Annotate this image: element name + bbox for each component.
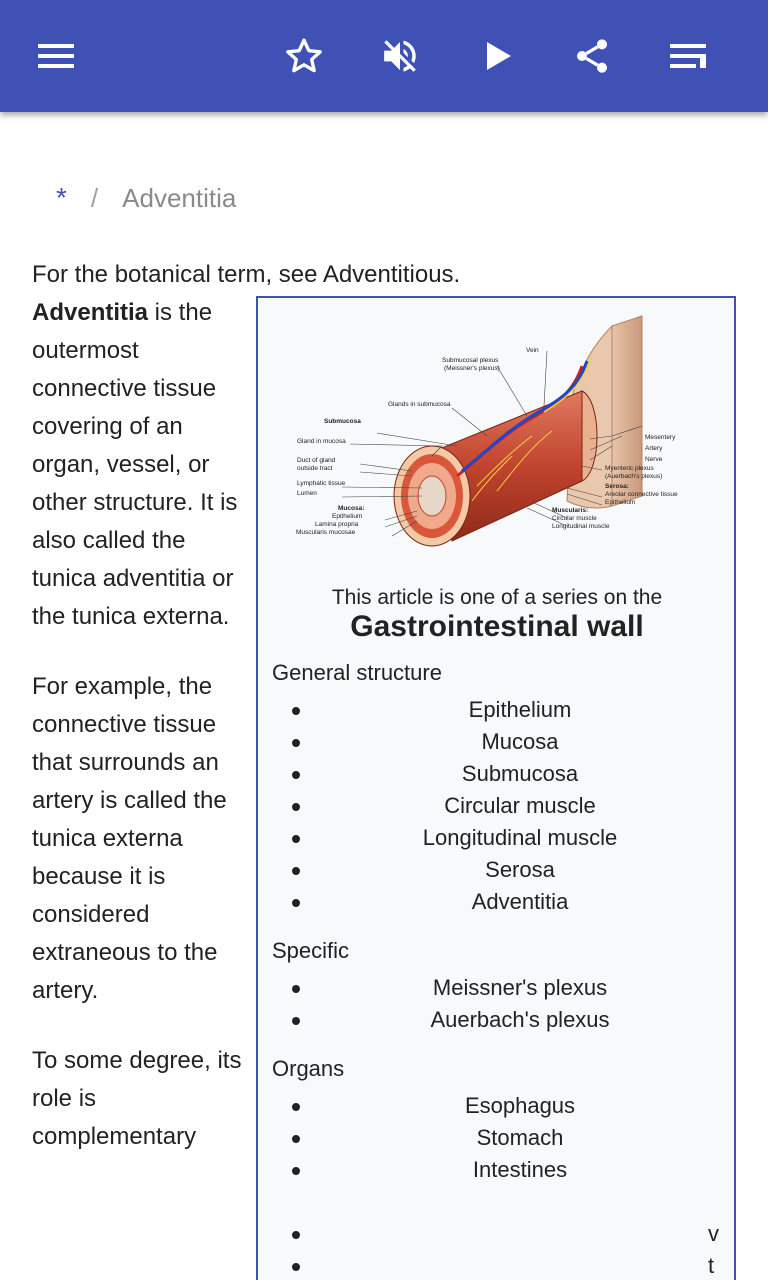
list-item[interactable] [258, 1004, 736, 1036]
list-item-link[interactable]: Mucosa [481, 729, 559, 754]
article-paragraph-text: is the outermost connective tissue covering of an organ, vessel, or other structure. It is also called the tunica adventitia or the tunica externa. [32, 299, 238, 630]
infobox [256, 296, 736, 1280]
diagram-label: Lamina propria [315, 521, 359, 528]
diagram-label: Myenteric plexus [605, 465, 654, 472]
mute-button[interactable] [368, 24, 432, 88]
diagram-label: Circular muscle [552, 515, 597, 522]
favorite-button[interactable] [272, 24, 336, 88]
diagram-label: Mesentery [645, 434, 676, 441]
diagram-label: Submucosa [324, 418, 361, 425]
list-item-link[interactable]: Intestines [472, 1157, 568, 1182]
article-paragraph [32, 294, 244, 636]
play-button[interactable] [466, 24, 530, 88]
list-item-link[interactable]: Stomach [476, 1125, 564, 1150]
bullet [292, 1103, 300, 1111]
list-item-link[interactable]: Esophagus [464, 1093, 576, 1118]
diagram-label: outside tract [297, 465, 333, 472]
diagram-label: Lymphatic tissue [297, 480, 346, 487]
menu-button[interactable] [24, 24, 88, 88]
diagram-label: Muscularis: [552, 507, 589, 514]
navbox-item[interactable] [258, 1218, 736, 1250]
list-item[interactable] [258, 758, 736, 790]
bullet [292, 803, 300, 811]
bullet [292, 739, 300, 747]
group-heading-organs: Organs [272, 1056, 345, 1081]
list-item[interactable] [258, 726, 736, 758]
playlist-icon [668, 42, 708, 70]
list-item-link[interactable]: Circular muscle [444, 793, 596, 818]
navbox-vte-links [708, 1218, 728, 1280]
bullet [292, 1263, 300, 1271]
menu-icon [36, 42, 76, 70]
list-item-link[interactable]: Meissner's plexus [432, 975, 608, 1000]
list-item[interactable] [258, 822, 736, 854]
diagram-label: Nerve [645, 456, 663, 463]
article-body [32, 294, 244, 1188]
article-paragraph: For example, the connective tissue that surrounds an artery is called the tunica externa because it is considered extraneous to the artery. [32, 673, 227, 1004]
breadcrumb-root-link[interactable]: * [56, 182, 67, 213]
breadcrumb-separator: / [90, 182, 99, 213]
playlist-button[interactable] [656, 24, 720, 88]
gastrointestinal-wall-diagram[interactable] [282, 306, 714, 556]
list-item[interactable] [258, 790, 736, 822]
vte-talk-link[interactable]: t [708, 1253, 715, 1278]
diagram-label: Artery [645, 445, 663, 452]
app-toolbar [0, 0, 768, 112]
article-term: Adventitia [32, 299, 149, 326]
breadcrumb [56, 178, 236, 218]
diagram-label: Duct of gland [297, 457, 336, 464]
diagram-label: Submucosal plexus [442, 357, 499, 364]
group-heading-specific: Specific [272, 938, 350, 963]
diagram-label: Glands in submucosa [388, 401, 451, 408]
series-note: This article is one of a series on the [331, 586, 663, 609]
diagram-label: Muscularis mucosae [296, 529, 356, 536]
hatnote[interactable]: For the botanical term, see Adventitious. [32, 261, 461, 288]
diagram-label: Lumen [297, 490, 317, 497]
bullet [292, 867, 300, 875]
list-item[interactable] [258, 1090, 736, 1122]
bullet [292, 1135, 300, 1143]
bullet [292, 771, 300, 779]
diagram-label: (Auerbach's plexus) [605, 473, 663, 480]
list-item [258, 886, 736, 918]
diagram-label: Longitudinal muscle [552, 523, 610, 530]
list-item-link[interactable]: Serosa [485, 857, 555, 882]
bullet [292, 1017, 300, 1025]
list-item-link[interactable]: Epithelium [468, 697, 572, 722]
diagram-label: (Meissner's plexus) [444, 365, 500, 372]
bullet [292, 835, 300, 843]
bullet [292, 985, 300, 993]
share-button[interactable] [560, 24, 624, 88]
navbox-item[interactable] [258, 1250, 736, 1280]
diagram-label: Areolar connective tissue [605, 491, 678, 498]
bullet [292, 707, 300, 715]
volume-off-icon [379, 35, 421, 77]
list-item-current: Adventitia [471, 889, 569, 914]
diagram-label: Mucosa: [338, 505, 365, 512]
list-item-link[interactable]: Submucosa [461, 761, 579, 786]
list-item[interactable] [258, 1154, 736, 1186]
diagram-label: Epithelium [332, 513, 363, 520]
diagram-label: Epithelium [605, 499, 636, 506]
series-title[interactable]: Gastrointestinal wall [350, 610, 644, 643]
list-item-link[interactable]: Longitudinal muscle [422, 825, 618, 850]
diagram-label: Serosa: [605, 483, 629, 490]
list-item[interactable] [258, 694, 736, 726]
list-item[interactable] [258, 854, 736, 886]
diagram-label: Vein [526, 347, 539, 354]
article-paragraph: To some degree, its role is complementary [32, 1047, 242, 1150]
list-item[interactable] [258, 1122, 736, 1154]
list-item-link[interactable]: Auerbach's plexus [430, 1007, 610, 1032]
star-icon [283, 36, 325, 76]
bullet [292, 899, 300, 907]
list-item[interactable] [258, 972, 736, 1004]
play-icon [483, 40, 513, 72]
bullet [292, 1231, 300, 1239]
vte-view-link[interactable]: v [708, 1221, 719, 1246]
share-icon [572, 35, 612, 77]
breadcrumb-current: Adventitia [122, 182, 237, 213]
diagram-label: Gland in mucosa [297, 438, 346, 445]
bullet [292, 1167, 300, 1175]
group-heading-general-structure: General structure [272, 660, 442, 685]
